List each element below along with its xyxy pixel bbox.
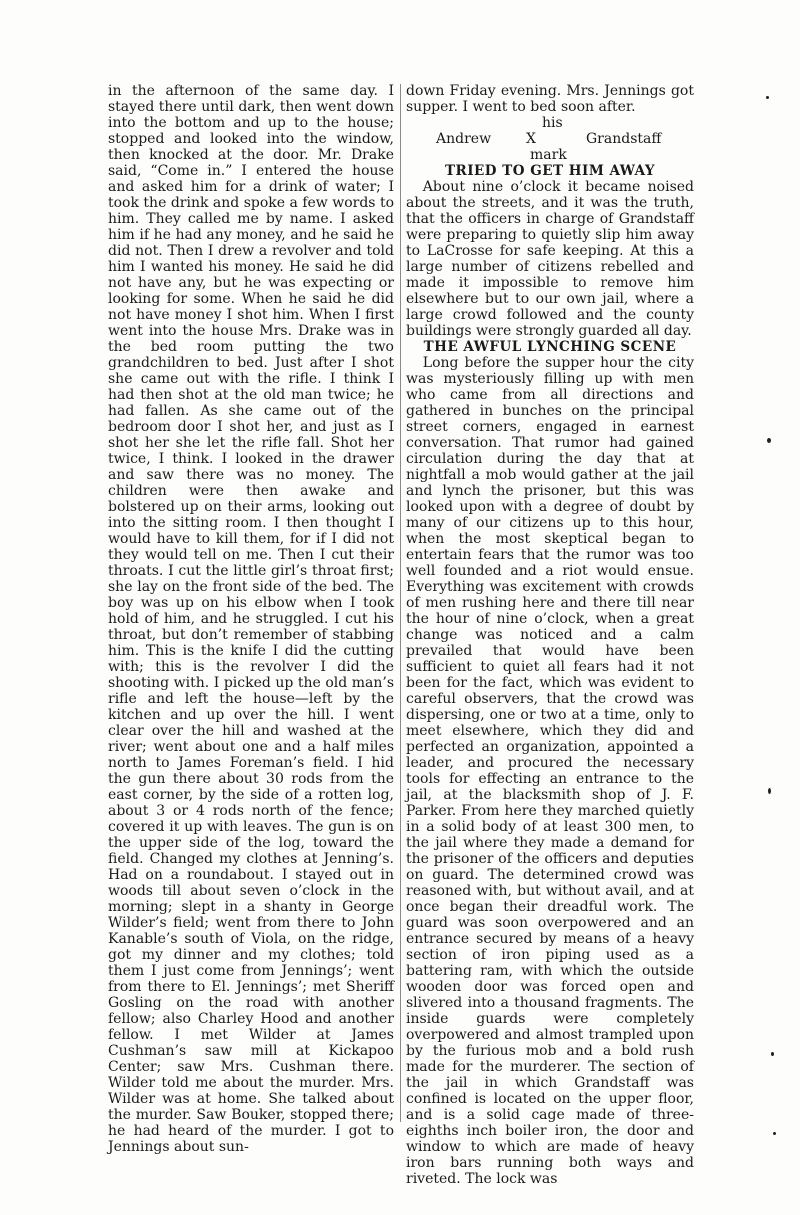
signature-mark (406, 115, 694, 163)
article-section-2-text: Long before the supper hour the city was mysteriously filling up with men who came from all directions and gathered in bunches on the principal street corners, engaged in earnest conversation. That rumor had gained circulation during the day that at nightfall a mob would gather at the jail and lynch the prisoner, but this was looked upon with a degree of doubt by many of our citizens up to this hour, when the most skeptical began to entertain fears that the rumor was too well founded and a riot would ensue. Everything was excitement with crowds of men rushing here and there till near the hour of nine o’clock, when a great change was noticed and a calm prevailed that would have been sufficient to quiet all fears had it not been for the fact, which was evident to careful observers, that the crowd was dispersing, one or two at a time, only to meet elsewhere, which they did and perfected an organization, appointed a leader, and procured the necessary tools for effecting an entrance to the jail, at the blacksmith shop of J. F. Parker. From here they marched quietly in a solid body of at least 300 men, to the jail where they made a demand for the prisoner of the officers and deputies on guard. The determined crowd was reasoned with, but without avail, and at once began their dreadful work. The guard was soon overpowered and an entrance secured by means of a heavy section of iron piping used as a battering ram, with which the outside wooden door was forced open and slivered into a thousand fragments. The inside guards were completely overpowered and almost trampled upon by the furious mob and a bold rush made for the murderer. The section of the jail in which Grandstaff was confined is located on the upper floor, and is a solid cage made of three-eighths inch boiler iron, the door and window to which are made of heavy iron bars running both ways and riveted. The lock was (406, 355, 694, 1187)
scan-speck (768, 788, 771, 794)
signature-x-mark: X (526, 131, 536, 147)
headline-tried-to-get-him-away: TRIED TO GET HIM AWAY (444, 163, 656, 179)
scan-speck (767, 438, 771, 443)
signature-first-name: Andrew (436, 131, 492, 147)
signature-his: his (542, 115, 563, 131)
confession-closing-text: down Friday evening. Mrs. Jennings got supper. I went to bed soon after. (406, 83, 694, 115)
scan-speck (773, 1132, 776, 1135)
confession-text: in the afternoon of the same day. I stayed there until dark, then went down into the bottom and up to the house; stopped and looked into the window, then knocked at the door. Mr. Drake said, “Come in.” I entered the house and asked him for a drink of water; I took the drink and spoke a few words to him. They called me by name. I asked him if he had any money, and he said he did not. Then I drew a revolver and told him I wanted his money. He said he did not have any, but he was expecting or looking for some. When he said he did not have money I shot him. When I first went into the house Mrs. Drake was in the bed room putting the two grandchildren to bed. Just after I shot she came out with the rifle. I think I had then shot at the old man twice; he had fallen. As she came out of the bedroom door I shot her, and just as I shot her she let the rifle fall. Shot her twice, I think. I looked in the drawer and saw there was no money. The children were then awake and bolstered up on their arms, looking out into the sitting room. I then thought I would have to kill them, for if I did not they would tell on me. Then I cut their throats. I cut the little girl’s throat first; she lay on the front side of the bed. The boy was up on his elbow when I took hold of him, and he struggled. I cut his throat, but don’t remember of stabbing him. This is the knife I did the cutting with; this is the revolver I did the shooting with. I picked up the old man’s rifle and left the house—left by the kitchen and up over the hill. I went clear over the hill and washed at the river; went about one and a half miles north to James Foreman’s field. I hid the gun there about 30 rods from the east corner, by the side of a rotten log, about 3 or 4 rods north of the fence; covered it up with leaves. The gun is on the upper side of the log, toward the field. Changed my clothes at Jenning’s. Had on a roundabout. I stayed out in woods till about seven o’clock in the morning; slept in a shanty in George Wilder’s field; went from there to John Kanable’s south of Viola, on the ridge, got my dinner and my clothes; told them I just come from Jennings’; went from there to El. Jennings’; met Sheriff Gosling on the road with another fellow; also Charley Hood and another fellow. I met Wilder at James Cushman’s saw mill at Kickapoo Center; saw Mrs. Cushman there. Wilder told me about the murder. Mrs. Wilder was at home. She talked about the murder. Saw Bouker, stopped there; he had heard of the murder. I got to Jennings about sun- (108, 83, 394, 1155)
scan-speck (766, 96, 769, 99)
scan-speck (771, 1052, 774, 1056)
article-section-1-text: About nine o’clock it became noised about the streets, and it was the truth, that the officers in charge of Grandstaff were preparing to quietly slip him away to LaCrosse for safe keeping. At this a large number of citizens rebelled and made it impossible to remove him elsewhere but to our own jail, where a large crowd followed and the county buildings were strongly guarded all day. (406, 179, 694, 339)
signature-last-name: Grandstaff (586, 131, 662, 147)
headline-lynching-scene: THE AWFUL LYNCHING SCENE (423, 339, 677, 355)
left-column (108, 83, 394, 1155)
right-column (406, 83, 694, 1187)
signature-mark-label: mark (530, 147, 567, 163)
column-divider (400, 84, 401, 1122)
